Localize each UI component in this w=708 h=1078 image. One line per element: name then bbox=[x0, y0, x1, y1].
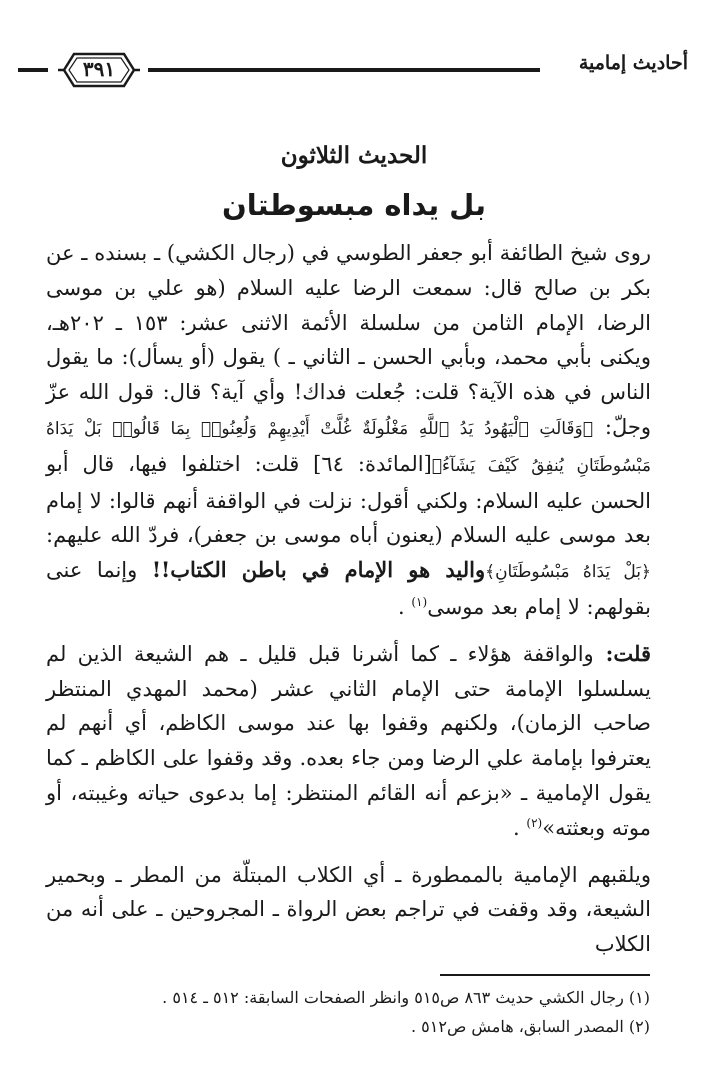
paragraph-2-period: . bbox=[513, 815, 527, 840]
hadith-title: بل يداه مبسوطتان bbox=[222, 188, 486, 222]
paragraph-2-text: والواقفة هؤلاء ـ كما أشرنا قبل قليل ـ هم الشيعة الذين لم يسلسلوا الإمامة حتى الإمام الثاني عشر (محمد المهدي المنتظر صاحب الزمان)، ولكنهم وقفوا بها عند موسى الكاظم، أي أنهم لم يعترفوا بإمامة علي الرضا ومن جاء بعده. وقد وقفوا على الكاظم ـ كما يقول الإمامية ـ «بزعم أنه القائم المنتظر: إما بدعوى حياته وغيبته، أو موته وبعثته» bbox=[46, 641, 651, 840]
body-text bbox=[46, 236, 651, 962]
paragraph-3 bbox=[46, 858, 651, 962]
bold-statement: واليد هو الإمام في باطن الكتاب!! bbox=[151, 557, 486, 583]
paragraph-2 bbox=[46, 637, 651, 846]
footnote-separator bbox=[440, 974, 650, 976]
footnote-1: (١) رجال الكشي حديث ٨٦٣ ص٥١٥ وانظر الصفحات السابقة: ٥١٢ ـ ٥١٤ . bbox=[162, 988, 650, 1007]
quran-verse-short: ﴿بَلْ يَدَاهُ مَبْسُوطَتَانِ﴾ bbox=[485, 562, 651, 583]
paragraph-1-continuation: [المائدة: ٦٤] قلت: اختلفوا فيها، قال أبو الحسن عليه السلام: ولكني أقول: نزلت في الواقفة أنهم قالوا: لا إمام بعد موسى عليه السلام (يعنون أباه موسى بن جعفر)، فردّ الله عليهم: bbox=[46, 451, 651, 548]
footnotes bbox=[60, 983, 650, 1041]
book-title: أحاديث إمامية bbox=[578, 52, 688, 74]
footnote-ref-1[interactable]: (١) bbox=[411, 594, 428, 609]
paragraph-1 bbox=[46, 236, 651, 625]
header-rule bbox=[148, 68, 540, 72]
quran-verse: ﴿وَقَالَتِ ٱلْيَهُودُ يَدُ ٱللَّهِ مَغْلُولَةٌ غُلَّتْ أَيْدِيهِمْ وَلُعِنُوا۟ بِمَا قَالُوا۟ بَلْ يَدَاهُ مَبْسُوطَتَانِ يُنفِقُ كَيْفَ يَشَآءُ﴾ bbox=[46, 418, 652, 476]
footnote-2: (٢) المصدر السابق، هامش ص٥١٢ . bbox=[410, 1017, 650, 1036]
footnote-ref-2[interactable]: (٢) bbox=[526, 815, 543, 830]
paragraph-3-text: ويلقبهم الإمامية بالممطورة ـ أي الكلاب المبتلّة من المطر ـ وبحمير الشيعة، وقد وقفت في تراجم بعض الرواة ـ المجروحين ـ على أنه من الكلاب bbox=[46, 862, 651, 957]
paragraph-1-period: . bbox=[398, 594, 412, 619]
paragraph-2-lead: قلت: bbox=[593, 640, 651, 666]
page-number: ٣٩١ bbox=[82, 57, 116, 81]
paragraph-1-end: وإنما عنى بقولهم: لا إمام بعد موسى bbox=[46, 558, 651, 619]
hadith-number-heading: الحديث الثلاثون bbox=[280, 142, 428, 169]
running-header bbox=[18, 46, 688, 90]
paragraph-1-text: روى شيخ الطائفة أبو جعفر الطوسي في (رجال الكشي) ـ بسنده ـ عن بكر بن صالح قال: سمعت الرضا عليه السلام (هو علي بن موسى الرضا، الإمام الثامن من سلسلة الأئمة الاثنى عشر: ١٥٣ ـ ٢٠٢هـ، ويكنى بأبي محمد، وبأبي الحسن ـ الثاني ـ ) يقول (أو يسأل): ما يقول الناس في هذه الآية؟ قلت: جُعلت فداك! وأي آية؟ قال: قول الله عزّ وجلّ: bbox=[46, 241, 651, 439]
header-rule-left bbox=[18, 68, 48, 72]
page-number-badge bbox=[58, 50, 140, 90]
